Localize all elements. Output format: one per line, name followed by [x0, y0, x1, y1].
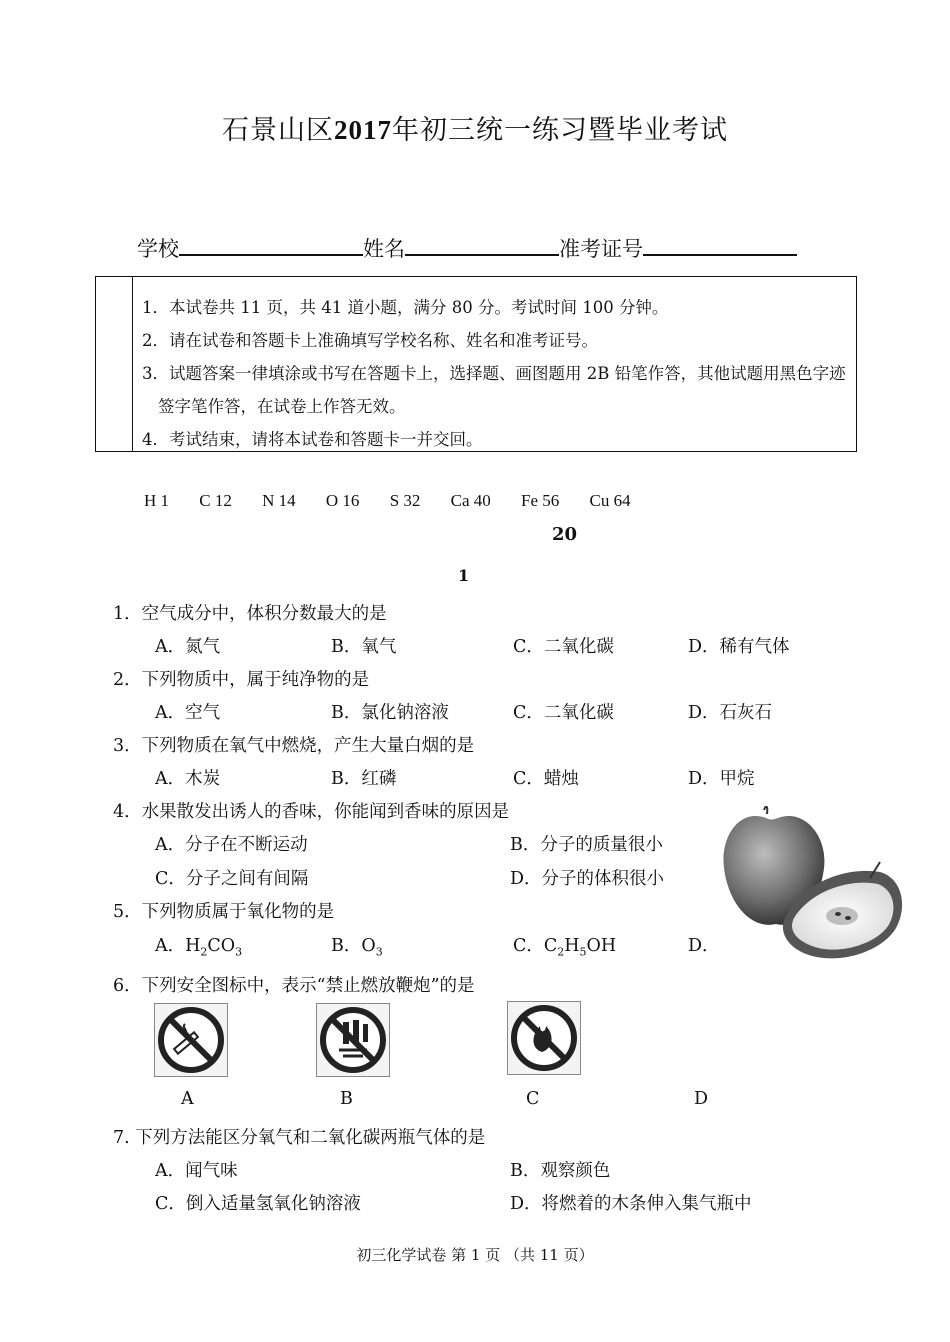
student-info-line	[137, 232, 797, 263]
option-b	[331, 932, 383, 959]
atomic-mass: O 16	[325, 491, 360, 510]
notice-line: 4．考试结束，请将本试卷和答题卡一并交回。	[142, 430, 483, 449]
option-d: D．	[688, 936, 720, 956]
sign-label-d: D	[694, 1089, 709, 1109]
atomic-mass: Cu 64	[589, 491, 631, 510]
option-d: D．石灰石	[688, 703, 773, 723]
school-label: 学校	[137, 237, 179, 261]
option-a: A．闻气味	[155, 1161, 238, 1181]
question-stem: 1．空气成分中，体积分数最大的是	[113, 604, 387, 624]
question-stem: 4．水果散发出诱人的香味，你能闻到香味的原因是	[113, 802, 510, 822]
notice-lines	[142, 291, 848, 456]
option-a: A．空气	[155, 703, 221, 723]
formula-part: C	[543, 936, 558, 956]
option-d: D．甲烷	[688, 769, 755, 789]
option-c	[513, 932, 616, 959]
formula-part: CO	[207, 936, 236, 956]
notice-line: 1．本试卷共 11 页，共 41 道小题，满分 80 分。考试时间 100 分钟。	[142, 298, 669, 317]
sign-label-c: C	[526, 1089, 540, 1109]
exam-id-blank[interactable]	[643, 232, 797, 256]
formula-part: H	[185, 936, 201, 956]
option-d: D．将燃着的木条伸入集气瓶中	[510, 1194, 752, 1214]
formula-sub: 2	[200, 945, 208, 959]
option-b: B．氧气	[331, 637, 397, 657]
option-letter: B．	[331, 936, 362, 956]
option-a	[155, 932, 242, 959]
title-suffix: 年初三统一练习暨毕业考试	[392, 115, 728, 146]
option-c: C．蜡烛	[513, 769, 579, 789]
instruction-score: 1	[458, 566, 470, 585]
option-c: C．倒入适量氢氧化钠溶液	[155, 1194, 361, 1214]
option-b: B．观察颜色	[510, 1161, 611, 1181]
no-smoking-sign	[154, 1003, 228, 1077]
atomic-mass-list	[144, 491, 657, 511]
option-c: C．二氧化碳	[513, 703, 614, 723]
option-c: C．分子之间有间隔	[155, 869, 309, 889]
apple-image	[720, 806, 906, 968]
no-fire-sign	[507, 1001, 581, 1075]
title-district: 石景山区	[222, 115, 334, 146]
title-year: 2017	[334, 115, 392, 145]
notice-line: 2．请在试卷和答题卡上准确填写学校名称、姓名和准考证号。	[142, 331, 598, 350]
part-heading-score: 20	[552, 524, 578, 545]
option-b: B．红磷	[331, 769, 397, 789]
option-a: A．分子在不断运动	[155, 835, 308, 855]
question-stem: 7. 下列方法能区分氧气和二氧化碳两瓶气体的是	[113, 1128, 486, 1148]
option-letter: C．	[513, 936, 544, 956]
name-label: 姓名	[363, 237, 405, 261]
exam-title	[0, 108, 950, 147]
notice-line: 3．试题答案一律填涂或书写在答题卡上，选择题、画图题用 2B 铅笔作答，其他试题用黑色字迹签字笔作答，在试卷上作答无效。	[142, 364, 846, 416]
formula-sub: 3	[235, 945, 243, 959]
option-a: A．氮气	[155, 637, 221, 657]
atomic-mass: Ca 40	[450, 491, 491, 510]
notice-side-label	[96, 277, 133, 451]
sign-label-b: B	[340, 1089, 353, 1109]
formula-part: H	[564, 936, 580, 956]
formula-sub: 3	[375, 945, 383, 959]
formula-part: OH	[586, 936, 617, 956]
question-stem: 6．下列安全图标中，表示“禁止燃放鞭炮”的是	[113, 976, 475, 996]
atomic-mass: H 1	[144, 491, 170, 510]
question-stem: 2．下列物质中，属于纯净物的是	[113, 670, 370, 690]
option-d: D．分子的体积很小	[510, 869, 665, 889]
notice-box	[95, 276, 857, 452]
option-letter: A．	[155, 936, 186, 956]
formula-part: O	[361, 936, 376, 956]
sign-label-a: A	[181, 1089, 194, 1109]
question-stem: 3．下列物质在氧气中燃烧，产生大量白烟的是	[113, 736, 475, 756]
atomic-mass: Fe 56	[521, 491, 560, 510]
formula-sub: 5	[579, 945, 587, 959]
option-c: C．二氧化碳	[513, 637, 614, 657]
option-a: A．木炭	[155, 769, 221, 789]
page-footer: 初三化学试卷 第 1 页 （共 11 页）	[356, 1246, 594, 1264]
atomic-mass: S 32	[389, 491, 421, 510]
option-d: D．稀有气体	[688, 637, 790, 657]
formula-sub: 2	[557, 945, 565, 959]
school-blank[interactable]	[179, 232, 363, 256]
atomic-mass: N 14	[262, 491, 296, 510]
exam-id-label: 准考证号	[559, 237, 643, 261]
option-b: B．分子的质量很小	[510, 835, 663, 855]
name-blank[interactable]	[405, 232, 559, 256]
question-stem: 5．下列物质属于氧化物的是	[113, 902, 335, 922]
option-b: B．氯化钠溶液	[331, 703, 449, 723]
atomic-mass: C 12	[199, 491, 232, 510]
no-firecrackers-sign	[316, 1003, 390, 1077]
